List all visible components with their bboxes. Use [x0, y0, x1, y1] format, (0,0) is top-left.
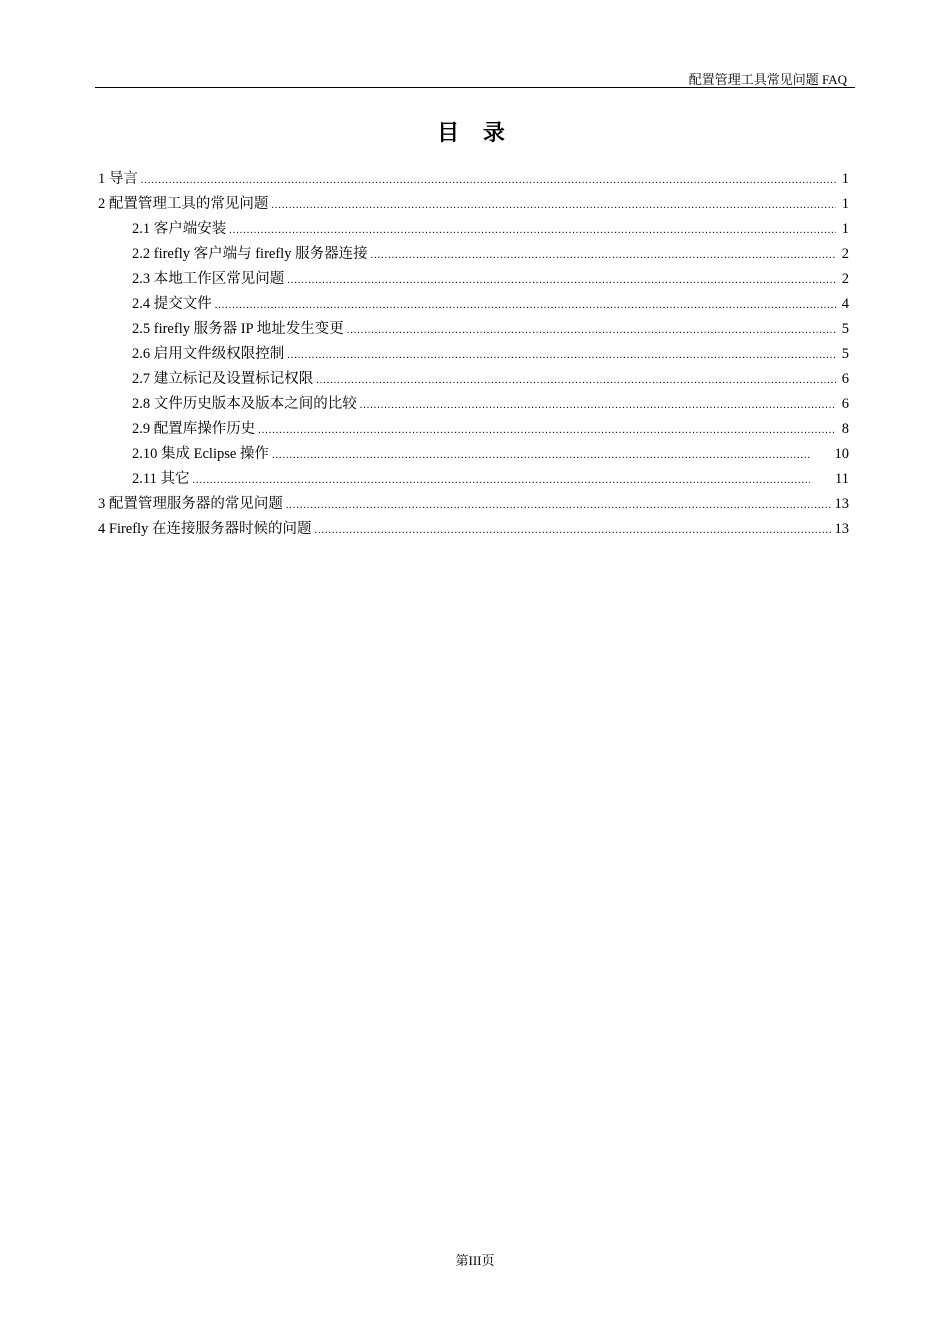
page-header [95, 60, 855, 88]
toc-entry[interactable] [98, 267, 851, 292]
toc-entry-label: 2.11 其它 [132, 471, 190, 487]
dot-leader [360, 393, 836, 418]
dot-leader [347, 318, 836, 343]
toc-entry-page: 8 [841, 421, 849, 437]
toc-entry[interactable] [98, 517, 851, 542]
table-of-contents [98, 167, 851, 542]
toc-entry[interactable] [98, 342, 851, 367]
toc-entry[interactable] [98, 242, 851, 267]
toc-entry[interactable] [98, 442, 851, 467]
toc-entry-label: 2.6 启用文件级权限控制 [132, 346, 285, 362]
dot-leader [287, 343, 836, 368]
toc-entry-page: 2 [841, 271, 849, 287]
toc-entry-label: 2.5 firefly 服务器 IP 地址发生变更 [132, 321, 344, 337]
toc-entry-label: 2.10 集成 Eclipse 操作 [132, 446, 269, 462]
toc-entry[interactable] [98, 292, 851, 317]
dot-leader [371, 243, 836, 268]
dot-leader [287, 268, 836, 293]
page-number: 第III页 [455, 1253, 495, 1268]
toc-entry-page: 10 [834, 446, 849, 462]
toc-entry-label: 2.9 配置库操作历史 [132, 421, 256, 437]
toc-entry[interactable] [98, 317, 851, 342]
toc-entry-page: 2 [841, 246, 849, 262]
toc-entry[interactable] [98, 192, 851, 217]
toc-entry[interactable] [98, 167, 851, 192]
dot-leader [141, 168, 836, 193]
toc-entry-page: 1 [841, 196, 849, 212]
toc-entry-page: 4 [841, 296, 849, 312]
dot-leader [316, 368, 836, 393]
toc-entry-page: 13 [834, 521, 849, 537]
toc-entry[interactable] [98, 467, 851, 492]
toc-entry-page: 13 [834, 496, 849, 512]
toc-entry-label: 2.2 firefly 客户端与 firefly 服务器连接 [132, 246, 368, 262]
dot-leader [271, 193, 836, 218]
toc-entry[interactable] [98, 217, 851, 242]
toc-entry-label: 4 Firefly 在连接服务器时候的问题 [98, 521, 312, 537]
toc-entry-page: 1 [841, 171, 849, 187]
toc-entry-label: 2.1 客户端安装 [132, 221, 227, 237]
toc-entry[interactable] [98, 392, 851, 417]
toc-entry-page: 1 [841, 221, 849, 237]
dot-leader [258, 418, 836, 443]
toc-entry[interactable] [98, 492, 851, 517]
toc-entry-label: 2.7 建立标记及设置标记权限 [132, 371, 314, 387]
toc-entry-page: 11 [835, 471, 849, 487]
dot-leader [215, 293, 836, 318]
toc-entry-label: 1 导言 [98, 171, 138, 187]
toc-entry-label: 2.4 提交文件 [132, 296, 212, 312]
header-title: 配置管理工具常见问题 FAQ [688, 72, 847, 87]
dot-leader [314, 518, 831, 543]
toc-entry[interactable] [98, 367, 851, 392]
toc-entry-page: 6 [841, 396, 849, 412]
dot-leader [192, 468, 810, 493]
toc-entry-page: 6 [841, 371, 849, 387]
toc-entry-label: 3 配置管理服务器的常见问题 [98, 496, 283, 512]
toc-entry-label: 2.3 本地工作区常见问题 [132, 271, 285, 287]
dot-leader [229, 218, 836, 243]
toc-entry-page: 5 [841, 321, 849, 337]
toc-entry[interactable] [98, 417, 851, 442]
toc-title: 目 录 [437, 121, 513, 146]
dot-leader [272, 443, 810, 468]
dot-leader [286, 493, 832, 518]
toc-entry-label: 2 配置管理工具的常见问题 [98, 196, 269, 212]
toc-entry-label: 2.8 文件历史版本及版本之间的比较 [132, 396, 357, 412]
toc-entry-page: 5 [841, 346, 849, 362]
